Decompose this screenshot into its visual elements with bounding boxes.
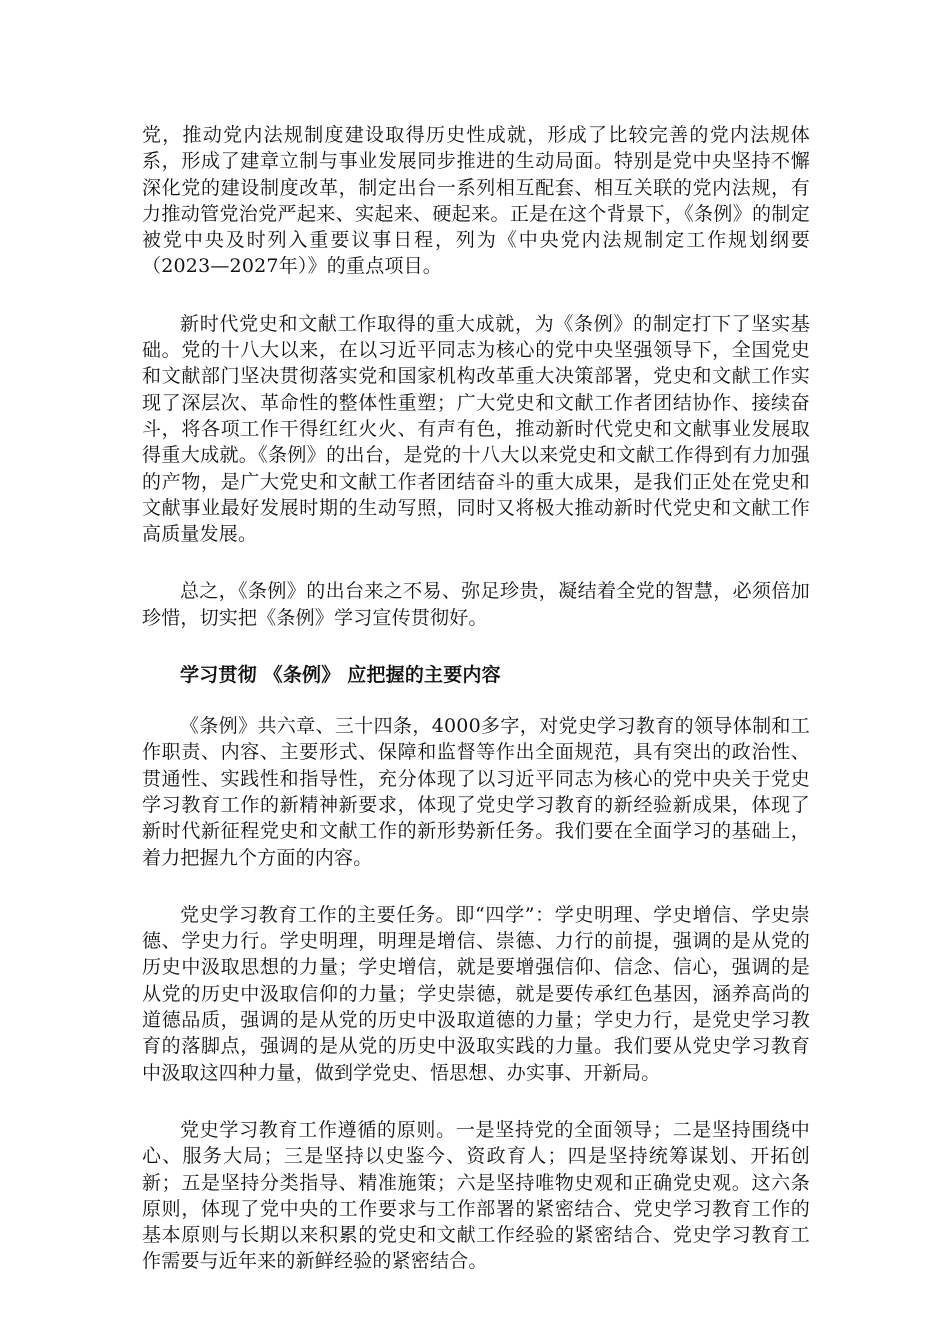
paragraph-principles: 党史学习教育工作遵循的原则。一是坚持党的全面领导；二是坚持围绕中心、服务大局；三是坚持以史鉴今、资政育人；四是坚持统筹谋划、开拓创新；五是坚持分类指导、精准施策；六是坚持唯物史观和正确党史观。这六条原则，体现了党中央的工作要求与工作部署的紧密结合、党史学习教育工作的基本原则与长期以来积累的党史和文献工作经验的紧密结合、党史学习教育工作需要与近年来的新鲜经验的紧密结合。 <box>142 1118 810 1273</box>
paragraph-regulation-overview: 《条例》共六章、三十四条，4000多字，对党史学习教育的领导体制和工作职责、内容、主要形式、保障和监督等作出全面规范，具有突出的政治性、贯通性、实践性和指导性，充分体现了以习近平同志为核心的党中央关于党史学习教育工作的新精神新要求，体现了党史学习教育的新经验新成果，体现了新时代新征程党史和文献工作的新形势新任务。我们要在全面学习的基础上，着力把握九个方面的内容。 <box>142 715 810 869</box>
document-body <box>142 122 810 1306</box>
section-heading: 学习贯彻 《条例》 应把握的主要内容 <box>180 664 501 687</box>
paragraph-main-tasks: 党史学习教育工作的主要任务。即“四学”：学史明理、学史增信、学史崇德、学史力行。学史明理，明理是增信、崇德、力行的前提，强调的是从党的历史中汲取思想的力量；学史增信，就是要增强信仰、信念、信心，强调的是从党的历史中汲取信仰的力量；学史崇德，就是要传承红色基因，涵养高尚的道德品质，强调的是从党的历史中汲取道德的力量；学史力行，是党史学习教育的落脚点，强调的是从党的历史中汲取实践的力量。我们要从党史学习教育中汲取这四种力量，做到学党史、悟思想、办实事、开新局。 <box>142 903 810 1084</box>
paragraph-achievements: 新时代党史和文献工作取得的重大成就，为《条例》的制定打下了坚实基础。党的十八大以来，在以习近平同志为核心的党中央坚强领导下，全国党史和文献部门坚决贯彻落实党和国家机构改革重大决策部署，党史和文献工作实现了深层次、革命性的整体性重塑；广大党史和文献工作者团结协作、接续奋斗，将各项工作干得红红火火、有声有色，推动新时代党史和文献事业发展取得重大成就。《条例》的出台，是党的十八大以来党史和文献工作得到有力加强的产物，是广大党史和文献工作者团结奋斗的重大成果，是我们正处在党史和文献事业最好发展时期的生动写照，同时又将极大推动新时代党史和文献工作高质量发展。 <box>142 312 810 546</box>
paragraph-continuation: 党，推动党内法规制度建设取得历史性成就，形成了比较完善的党内法规体系，形成了建章立制与事业发展同步推进的生动局面。特别是党中央坚持不懈深化党的建设制度改革，制定出台一系列相互配套、相互关联的党内法规，有力推动管党治党严起来、实起来、硬起来。正是在这个背景下，《条例》的制定被党中央及时列入重要议事日程，列为《中央党内法规制定工作规划纲要（2023—2027年）》的重点项目。 <box>142 124 810 278</box>
paragraph-summary: 总之，《条例》的出台来之不易、弥足珍贵，凝结着全党的智慧，必须倍加珍惜，切实把《条例》学习宣传贯彻好。 <box>142 580 810 629</box>
